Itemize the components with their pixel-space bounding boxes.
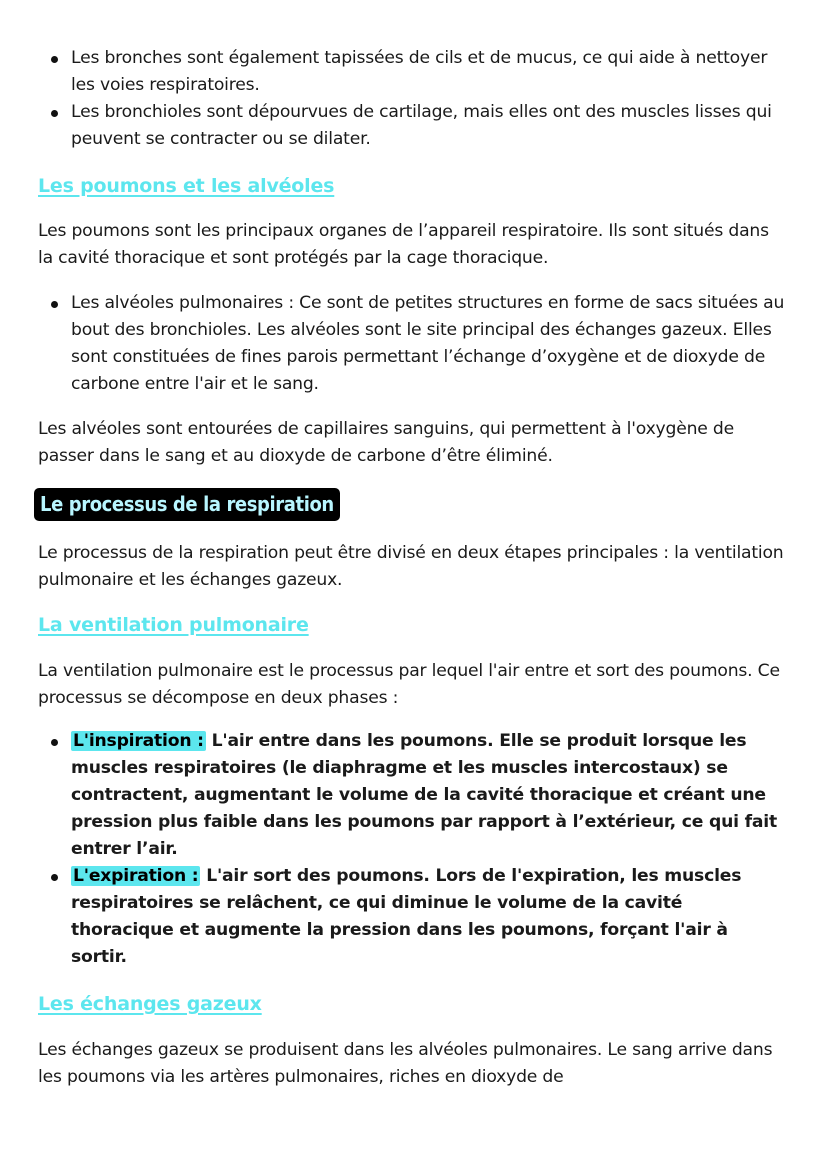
paragraph: Les poumons sont les principaux organes de l’appareil respiratoire. Ils sont situés dans la cavité thoracique et sont protégés par la cage thoracique. <box>38 221 769 268</box>
paragraph: Les échanges gazeux se produisent dans les alvéoles pulmonaires. Le sang arrive dans les poumons via les artères pulmonaires, riches en dioxyde de <box>38 1040 773 1087</box>
ventilation-heading: La ventilation pulmonaire <box>38 614 309 636</box>
expiration-text: L'air sort des poumons. Lors de l'expiration, les muscles respiratoires se relâchent, ce qui diminue le volume de la cavité thoracique et augmente la pression dans les poumons, forçant l'air à sortir. <box>71 866 742 967</box>
paragraph: Les alvéoles sont entourées de capillaires sanguins, qui permettent à l'oxygène de passer dans le sang et au dioxyde de carbone d’être éliminé. <box>38 419 735 466</box>
echanges-heading: Les échanges gazeux <box>38 993 262 1015</box>
bronches-bullet-list <box>38 45 788 153</box>
paragraph: Le processus de la respiration peut être divisé en deux étapes principales : la ventilation pulmonaire et les échanges gazeux. <box>38 543 784 590</box>
phases-bullet-list <box>38 728 788 971</box>
poumons-intro-section <box>38 218 788 272</box>
paragraph: La ventilation pulmonaire est le processus par lequel l'air entre et sort des poumons. Ce processus se décompose en deux phases : <box>38 661 780 708</box>
list-item-expiration <box>38 863 788 971</box>
list-item-inspiration <box>38 728 788 863</box>
phases-list-section <box>38 728 788 971</box>
poumons-heading: Les poumons et les alvéoles <box>38 175 335 197</box>
list-item: Les alvéoles pulmonaires : Ce sont de petites structures en forme de sacs situées au bout des bronchioles. Les alvéoles sont le site principal des échanges gazeux. Elles sont constituées de fines parois permettant l’échange d’oxygène et de dioxyde de carbone entre l'air et le sang. <box>38 290 788 398</box>
alveoles-outro-section <box>38 416 788 470</box>
processus-heading: Le processus de la respiration <box>34 488 340 521</box>
inspiration-term: L'inspiration : <box>73 731 204 751</box>
alveoles-bullet-list <box>38 290 788 398</box>
processus-intro-section <box>38 540 788 594</box>
alveoles-list-section <box>38 290 788 398</box>
list-item: Les bronchioles sont dépourvues de cartilage, mais elles ont des muscles lisses qui peuvent se contracter ou se dilater. <box>38 99 788 153</box>
list-item: Les bronches sont également tapissées de cils et de mucus, ce qui aide à nettoyer les voies respiratoires. <box>38 45 788 99</box>
echanges-intro-section <box>38 1037 788 1091</box>
ventilation-intro-section <box>38 658 788 712</box>
expiration-term: L'expiration : <box>73 866 199 886</box>
bronches-list-section <box>38 45 788 153</box>
inspiration-text: L'air entre dans les poumons. Elle se produit lorsque les muscles respiratoires (le diaphragme et les muscles intercostaux) se contractent, augmentant le volume de la cavité thoracique et créant une pression plus faible dans les poumons par rapport à l’extérieur, ce qui fait entrer l’air. <box>71 731 777 859</box>
